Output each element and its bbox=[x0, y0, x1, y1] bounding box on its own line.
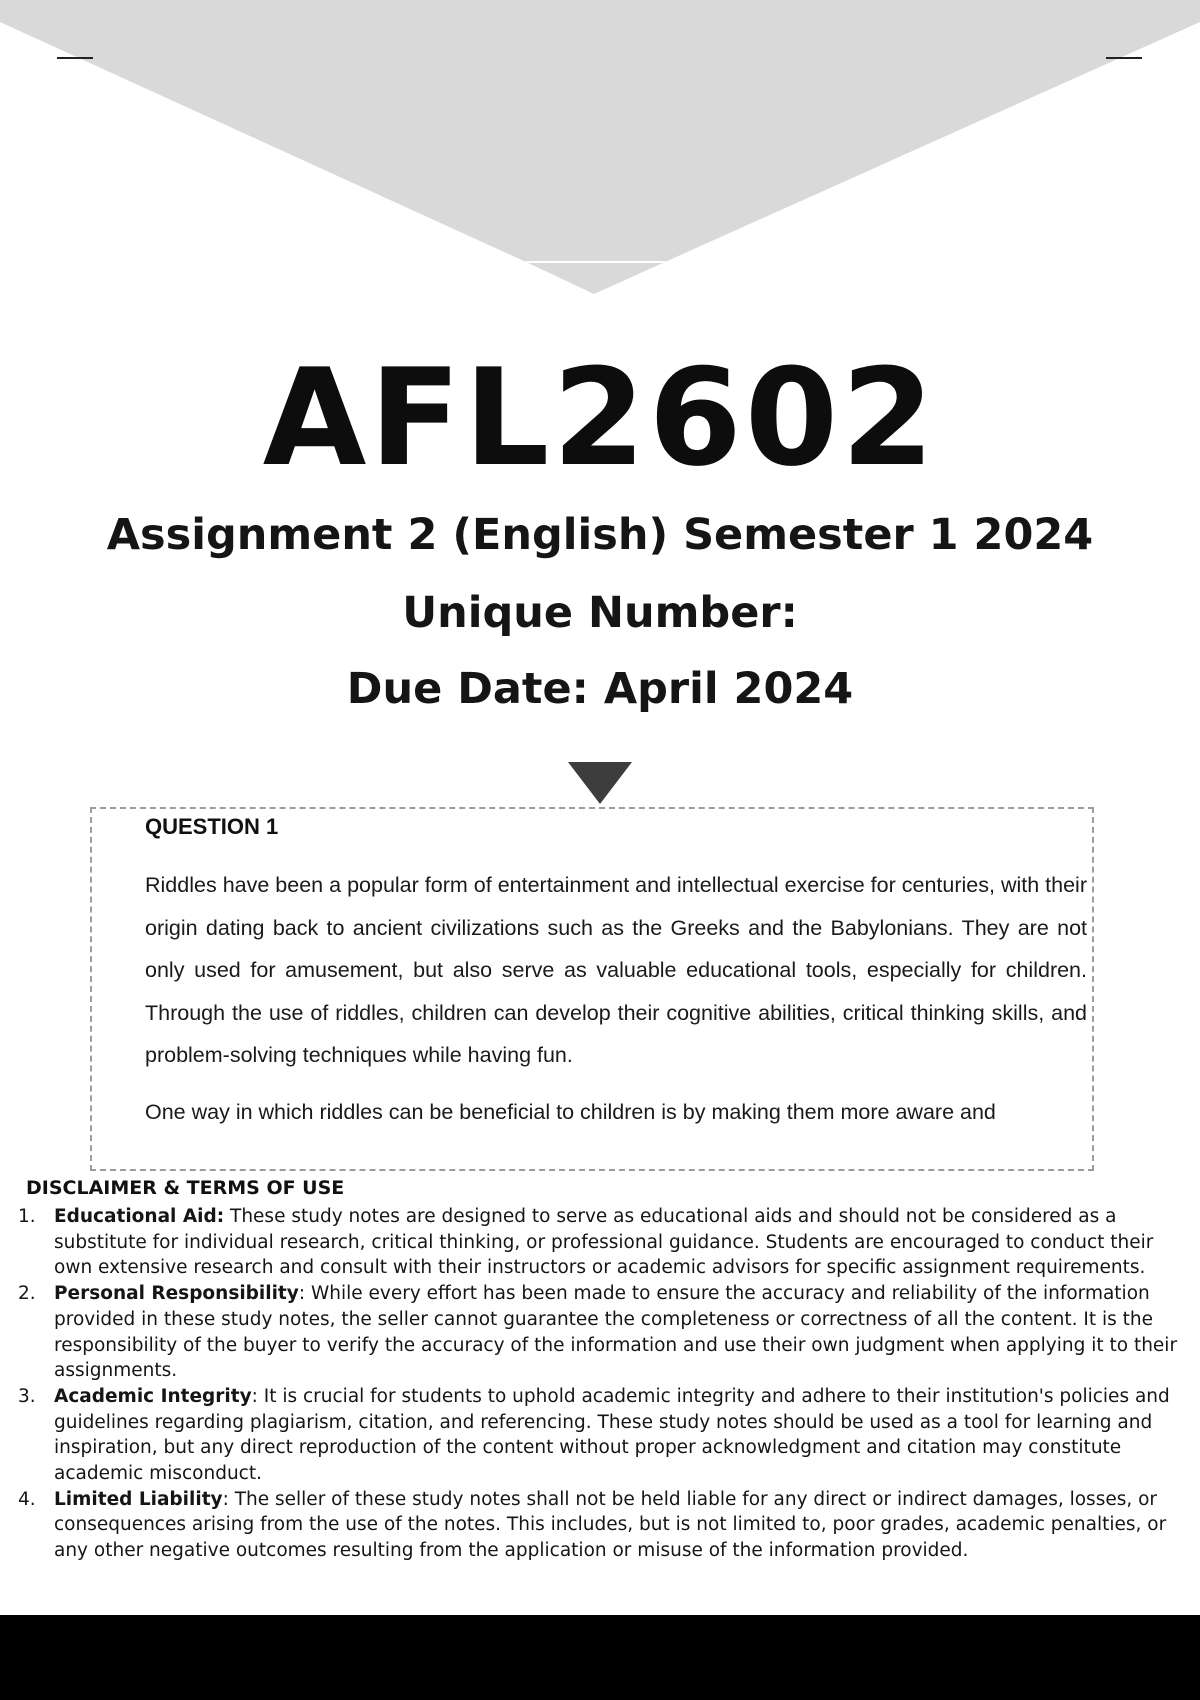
course-code-title: AFL2602 bbox=[262, 340, 938, 496]
item-number: 3. bbox=[18, 1385, 36, 1407]
item-number: 4. bbox=[18, 1488, 36, 1510]
disclaimer-item-limited-liability bbox=[18, 1487, 1184, 1564]
item-number: 1. bbox=[18, 1206, 36, 1227]
item-text: These study notes are designed to serve as educational aids and should not be considered as a substitute for individual research, critical thinking, or professional guidance. Students are encouraged to conduct their own extensive research and consult with their instructors or academic advisors for specific assignment requirements. bbox=[54, 1206, 1154, 1279]
item-text: : The seller of these study notes shall not be held liable for any direct or indirect damages, losses, or consequences arising from the use of the notes. This includes, but is not limited to, poor grades, academic penalties, or any other negative outcomes resulting from the application or misuse of the information provided. bbox=[54, 1488, 1167, 1562]
corner-mark-right bbox=[1106, 57, 1142, 59]
item-text: : While every effort has been made to ensure the accuracy and reliability of the information provided in these study notes, the seller cannot guarantee the completeness or correctness of all the content. It is the responsibility of the buyer to verify the accuracy of the information and use their own judgment when applying it to their assignments. bbox=[54, 1283, 1178, 1382]
due-date: Due Date: April 2024 bbox=[346, 664, 854, 714]
item-term: Academic Integrity bbox=[54, 1385, 252, 1407]
question-body bbox=[145, 864, 1087, 1147]
item-term: Educational Aid: bbox=[54, 1206, 225, 1227]
disclaimer-item-academic-integrity bbox=[18, 1384, 1184, 1487]
item-term: Limited Liability bbox=[54, 1488, 223, 1510]
bottom-black-bar bbox=[0, 1615, 1200, 1700]
unique-number-label: Unique Number: bbox=[402, 588, 798, 638]
assignment-title: Assignment 2 (English) Semester 1 2024 bbox=[106, 510, 1094, 560]
disclaimer-item-educational-aid bbox=[18, 1204, 1184, 1281]
disclaimer-list bbox=[18, 1204, 1184, 1564]
top-chevron-banner bbox=[0, 0, 1200, 300]
item-term: Personal Responsibility bbox=[54, 1283, 299, 1305]
question-paragraph: One way in which riddles can be beneficial to children is by making them more aware and bbox=[145, 1099, 996, 1124]
question-heading: QUESTION 1 bbox=[145, 814, 279, 839]
disclaimer-item-personal-responsibility bbox=[18, 1281, 1184, 1384]
disclaimer-heading: DISCLAIMER & TERMS OF USE bbox=[26, 1177, 345, 1199]
question-paragraph: Riddles have been a popular form of entertainment and intellectual exercise for centuries, with their origin dating back to ancient civilizations such as the Greeks and the Babylonians. They are not only used for amusement, but also serve as valuable educational tools, especially for children. Through the use of riddles, children can develop their cognitive abilities, critical thinking skills, and problem-solving techniques while having fun. bbox=[145, 873, 1087, 1067]
down-arrow-icon bbox=[568, 762, 632, 804]
item-number: 2. bbox=[18, 1283, 36, 1305]
item-text: : It is crucial for students to uphold academic integrity and adhere to their institution's policies and guidelines regarding plagiarism, citation, and referencing. These study notes should be used as a tool for learning and inspiration, but any direct reproduction of the content without proper acknowledgment and citation may constitute academic misconduct. bbox=[54, 1385, 1170, 1485]
corner-mark-left bbox=[57, 57, 93, 59]
question-preview-box bbox=[90, 807, 1094, 1171]
